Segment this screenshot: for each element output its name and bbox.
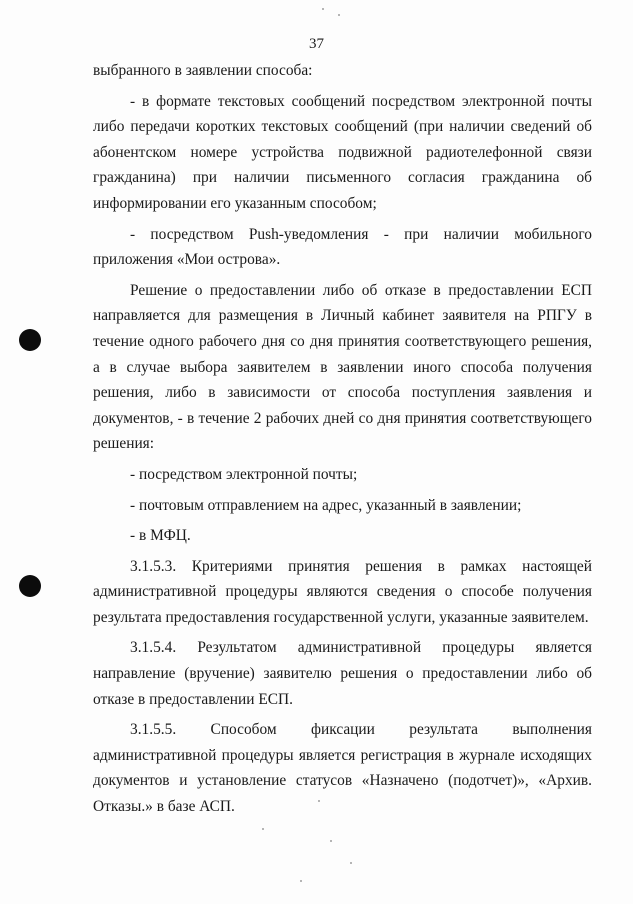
paragraph-push: - посредством Push-уведомления - при наличии мобильного приложения «Мои острова».	[93, 225, 592, 269]
scan-speck	[350, 862, 352, 864]
list-item-email: - посредством электронной почты;	[130, 465, 358, 483]
punch-hole-mark	[19, 575, 41, 597]
scan-speck	[330, 840, 332, 842]
scan-speck	[262, 828, 264, 830]
paragraph-3-1-5-5: 3.1.5.5. Способом фиксации результата выполнения административной процедуры является регистрация в журнале исходящих документов и установление статусов «Назначено (подотчет)», «Архив. Отказы.» в базе АСП.	[93, 721, 592, 816]
paragraph-decision: Решение о предоставлении либо об отказе в предоставлении ЕСП направляется для размещения в Личный кабинет заявителя на РПГУ в течение одного рабочего дня со дня принятия соответствующего решения, а в случае выбора заявителем в заявлении иного способа получения решения, либо в зависимости от способа поступления заявления и документов, - в течение 2 рабочих дней со дня принятия соответствующего решения:	[93, 281, 592, 453]
scan-speck	[318, 800, 320, 802]
list-item-mfc: - в МФЦ.	[130, 527, 191, 545]
scan-speck	[300, 880, 302, 882]
scan-speck	[322, 8, 324, 10]
list-item-post: - почтовым отправлением на адрес, указанный в заявлении;	[130, 496, 522, 514]
paragraph-intro: выбранного в заявлении способа:	[93, 62, 313, 79]
scan-speck	[338, 14, 340, 16]
paragraph-3-1-5-3: 3.1.5.3. Критериями принятия решения в рамках настоящей административной процедуры являются сведения о способе получения результата предоставления государственной услуги, указанные заявителем.	[93, 557, 592, 626]
document-body	[93, 58, 592, 820]
paragraph-email-sms: - в формате текстовых сообщений посредством электронной почты либо передачи коротких текстовых сообщений (при наличии сведений об абонентском номере устройства подвижной радиотелефонной связи гражданина) при наличии письменного согласия гражданина об информировании его указанным способом;	[93, 92, 592, 212]
page-number: 37	[309, 36, 324, 52]
paragraph-3-1-5-4: 3.1.5.4. Результатом административной процедуры является направление (вручение) заявителю решения о предоставлении либо об отказе в предоставлении ЕСП.	[93, 639, 592, 708]
punch-hole-mark	[19, 329, 41, 351]
